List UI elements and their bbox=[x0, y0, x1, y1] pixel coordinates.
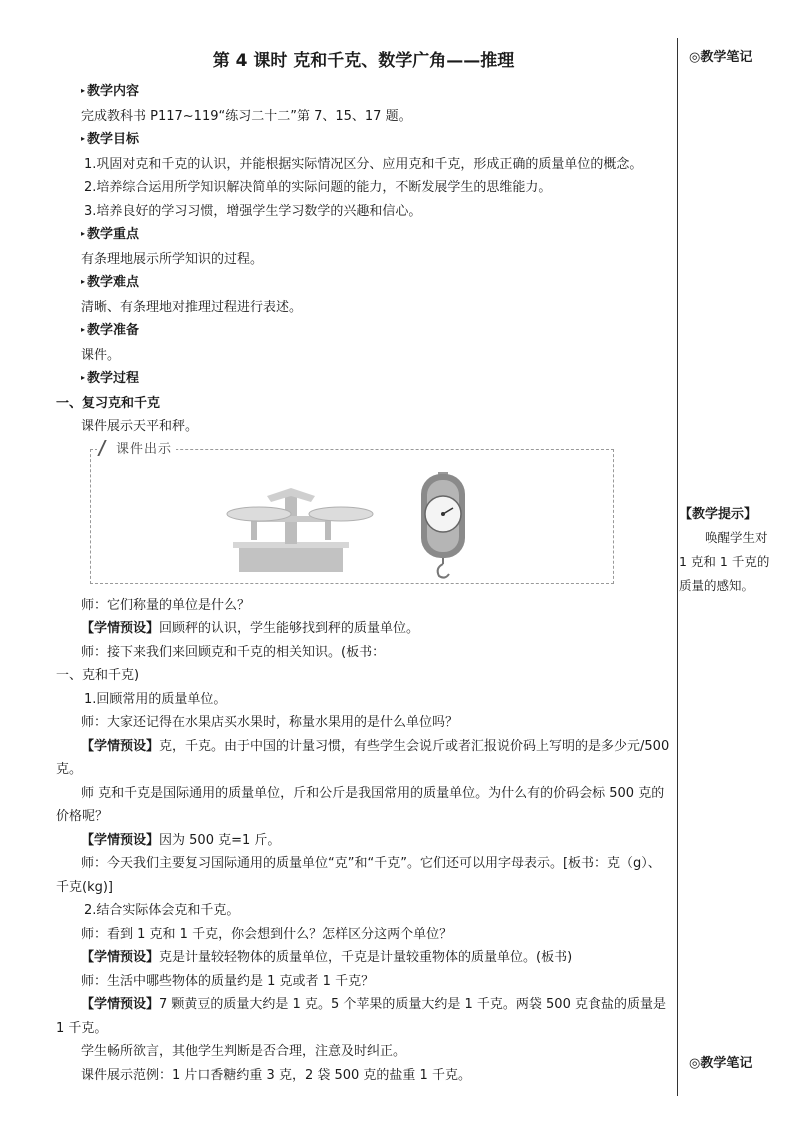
part1-heading: 一、复习克和千克 bbox=[56, 395, 161, 411]
text-line: 【学情预设】克，千克。由于中国的计量习惯，有些学生会说斤或者汇报说价码上写明的是多少元/500 克。 bbox=[56, 738, 670, 777]
lesson-body bbox=[56, 48, 671, 1087]
text-line: 师：大家还记得在水果店买水果时，称量水果用的是什么单位吗？ bbox=[81, 715, 459, 730]
goal-item: 2.培养综合运用所学知识解决简单的实际问题的能力，不断发展学生的思维能力。 bbox=[84, 180, 552, 195]
scales-illustration bbox=[91, 450, 613, 583]
text-line: 1.回顾常用的质量单位。 bbox=[84, 691, 227, 707]
text-line: 【学情预设】回顾秤的认识，学生能够找到秤的质量单位。 bbox=[81, 621, 420, 636]
section-key-heading: ▸ 教学重点 bbox=[81, 227, 140, 242]
goal-item: 3.培养良好的学习习惯，增强学生学习数学的兴趣和信心。 bbox=[84, 203, 422, 219]
section-goals-heading: ▸ 教学目标 bbox=[81, 132, 140, 147]
tip-text: 唤醒学生对 1 克和 1 千克的质量的感知。 bbox=[679, 530, 770, 593]
text-line: 师 克和千克是国际通用的质量单位，斤和公斤是我国常用的质量单位。为什么有的价码会标 500 克的价格呢？ bbox=[56, 785, 665, 824]
tip-title: 【教学提示】 bbox=[679, 507, 758, 522]
section-content-heading: ▸ 教学内容 bbox=[81, 84, 140, 99]
section-difficulty-heading: ▸ 教学难点 bbox=[81, 275, 140, 290]
goal-item: 1.巩固对克和千克的认识，并能根据实际情况区分、应用克和千克，形成正确的质量单位的概念。 bbox=[84, 156, 643, 172]
section-prep-heading: ▸ 教学准备 bbox=[81, 323, 140, 338]
text-line: 【学情预设】因为 500 克=1 斤。 bbox=[81, 832, 281, 848]
card-tag: 课件出示 bbox=[97, 438, 176, 457]
text-line: 师：生活中哪些物体的质量约是 1 克或者 1 千克？ bbox=[81, 973, 375, 989]
text-line: 【学情预设】7 颗黄豆的质量大约是 1 克。5 个苹果的质量大约是 1 千克。两袋 500 克食盐的质量是 1 千克。 bbox=[56, 997, 666, 1036]
part1-intro: 课件展示天平和秤。 bbox=[81, 419, 199, 434]
spring-scale-icon bbox=[421, 472, 465, 578]
text-line: 2.结合实际体会克和千克。 bbox=[84, 903, 240, 918]
text-line: 课件展示范例：1 片口香糖约重 3 克，2 袋 500 克的盐重 1 千克。 bbox=[81, 1067, 471, 1083]
page-title: 第 4 课时 克和千克、数学广角——推理 bbox=[212, 51, 515, 71]
section-process-heading: ▸ 教学过程 bbox=[81, 371, 140, 386]
text-line: 师：接下来我们来回顾克和千克的相关知识。(板书： bbox=[81, 644, 386, 660]
balance-scale-icon bbox=[227, 488, 373, 572]
text-line: 师：今天我们主要复习国际通用的质量单位“克”和“千克”。它们还可以用字母表示。[板书：克（g）、千克(kg)] bbox=[56, 856, 661, 895]
prep-text: 课件。 bbox=[81, 347, 121, 363]
text-line: 师：看到 1 克和 1 千克，你会想到什么？怎样区分这两个单位？ bbox=[81, 926, 453, 942]
text-line: 【学情预设】克是计量较轻物体的质量单位，千克是计量较重物体的质量单位。(板书) bbox=[81, 950, 573, 965]
text-line: 师：它们称量的单位是什么？ bbox=[81, 597, 251, 613]
content-text: 完成教科书 P117~119“练习二十二”第 7、15、17 题。 bbox=[81, 108, 412, 124]
text-line: 学生畅所欲言，其他学生判断是否合理，注意及时纠正。 bbox=[81, 1044, 407, 1059]
difficulty-text: 清晰、有条理地对推理过程进行表述。 bbox=[81, 299, 303, 315]
text-line: 一、克和千克) bbox=[56, 668, 140, 683]
side-note-top: ◎教学笔记 bbox=[689, 50, 753, 65]
key-text: 有条理地展示所学知识的过程。 bbox=[81, 251, 264, 267]
margin-divider bbox=[677, 38, 678, 1096]
courseware-card bbox=[90, 441, 614, 584]
side-note-bottom: ◎教学笔记 bbox=[689, 1056, 753, 1071]
teaching-tip bbox=[679, 503, 779, 598]
